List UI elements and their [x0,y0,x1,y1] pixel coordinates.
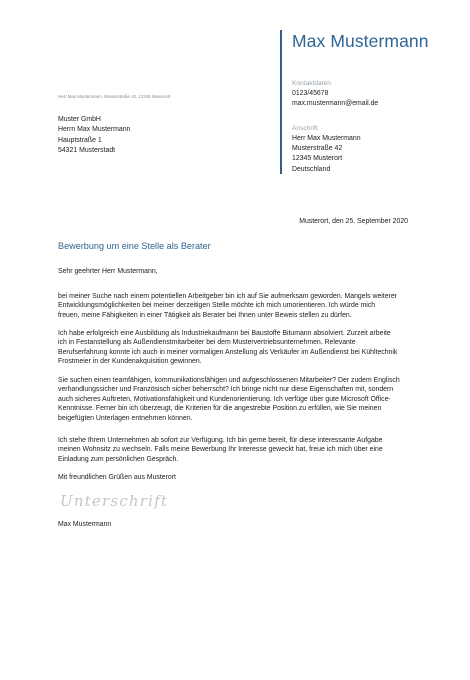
paragraph-line: Entwicklungsmöglichkeiten bei meiner derzeitigen Stelle möchte ich mich umorientieren. Ich würde mich [58,302,376,310]
closing-phrase: Mit freundlichen Grüßen aus Musterort [58,474,176,481]
paragraph-line: Kenntnisse. Ferner bin ich überzeugt, die Kriterien für die angestrebte Position zu erfüllen, wie Sie meinen [58,405,382,413]
signer-name: Max Mustermann [58,521,112,528]
letter-date: Musterort, den 25. September 2020 [299,218,408,225]
sender-name-heading: Max Mustermann [292,31,429,51]
paragraph-line: verhandlungssicher und Französisch sicher beherrscht? Ich bringe nicht nur diese Eigenschaften mit, sondern [58,386,394,394]
recipient-street: Hauptstraße 1 [58,136,102,144]
header-vertical-rule [280,30,282,174]
paragraph-line: ich in Festanstellung als Außendienstmitarbeiter bei dem Mustervertriebsunternehmen. Relevante [58,339,356,347]
recipient-person: Herrn Max Mustermann [58,126,131,134]
paragraph-line: Ich habe erfolgreich eine Ausbildung als Industriekaufmann bei Baustoffe Bitumann absolviert. Zurzeit arbeite [58,330,391,337]
sender-return-line: Herr Max Mustermann, Musterstraße 42, 12345 Musterort [58,94,171,99]
address-name: Herr Max Mustermann [292,135,361,142]
body-paragraph-1 [58,292,418,320]
paragraph-line: Einladung zum persönlichen Gespräch. [58,455,179,463]
recipient-city: 54321 Musterstadt [58,146,116,154]
body-paragraph-3 [58,376,418,423]
contact-email: max.mustermann@email.de [292,100,379,107]
address-street: Musterstraße 42 [292,145,343,152]
letter-subject: Bewerbung um eine Stelle als Berater [58,241,211,251]
paragraph-line: bei meiner Suche nach einem potentiellen Arbeitgeber bin ich auf Sie aufmerksam geworden. Mangels weiterer [58,293,397,300]
paragraph-line: meinen Wohnsitz zu wechseln. Falls meine Bewerbung Ihr Interesse geweckt hat, freue ich mich über eine [58,446,383,454]
salutation: Sehr geehrter Herr Mustermann, [58,268,158,275]
contact-phone: 0123/45678 [292,90,329,97]
address-label: Anschrift [292,125,318,132]
body-paragraph-4 [58,436,418,464]
paragraph-line: auch sicheres Auftreten, Motivationsfähigkeit und Kundenorientierung. Ich verfüge über gute Microsoft Office- [58,395,391,403]
body-paragraph-2 [58,329,418,367]
contact-label: Kontaktdaten [292,80,331,87]
paragraph-line: freuen, meine Fähigkeiten in einer Tätigkeit als Berater bei Ihnen unter Beweis stellen zu dürfen. [58,311,352,319]
paragraph-line: beigefügten Unterlagen entnehmen können. [58,414,193,422]
recipient-company: Muster GmbH [58,116,101,123]
recipient-address [58,115,130,156]
paragraph-line: Sie suchen einen teamfähigen, kommunikationsfähigen und aufgeschlossenen Mitarbeiter? Der zudem Englisch [58,377,400,384]
signature-placeholder: Unterschrift [60,492,169,510]
paragraph-line: Ich stehe Ihrem Unternehmen ab sofort zur Verfügung. Ich bin gerne bereit, für diese interessante Aufgabe [58,437,383,444]
address-city: 12345 Musterort [292,155,343,162]
paragraph-line: Frostmeier in der Kundenakquisition gewinnen. [58,358,202,366]
paragraph-line: Berufserfahrung konnte ich auch in meiner vormaligen Anstellung als Verkäufer im Außendienst bei Kühltechnik [58,348,398,356]
address-country: Deutschland [292,166,331,173]
